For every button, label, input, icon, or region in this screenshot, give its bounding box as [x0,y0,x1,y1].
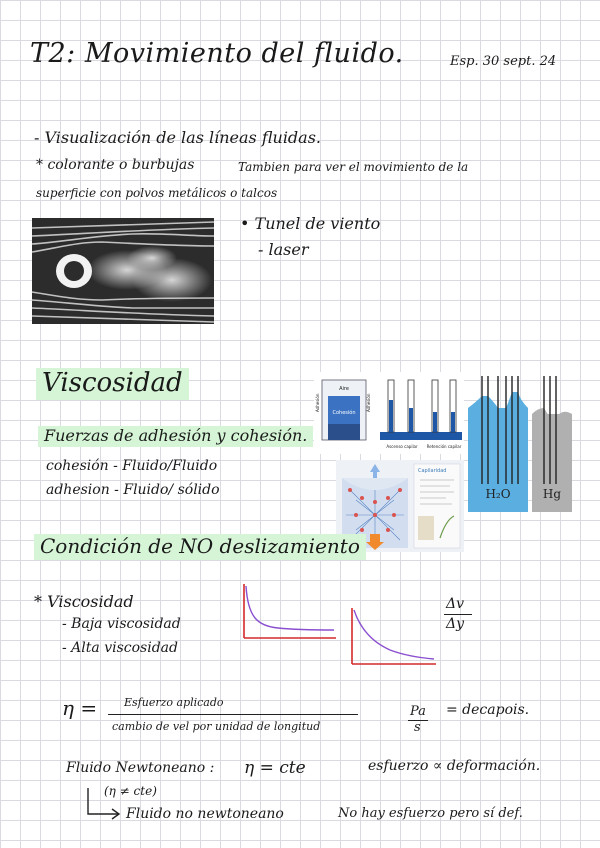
adhesion-line: adhesion - Fluido/ sólido [46,482,220,498]
units-pa: Pa [410,704,426,719]
fuerzas-heading: Fuerzas de adhesión y cohesión. [38,426,313,447]
date-note: Esp. 30 sept. 24 [450,54,557,69]
tunel-de-viento: • Tunel de viento [240,214,381,233]
condicion-heading: Condición de NO deslizamiento [34,534,366,560]
alta-viscosidad: - Alta viscosidad [62,640,178,656]
delta-v: Δv [446,596,465,612]
viscosidad-star: * Viscosidad [34,592,134,611]
cohesion-label: Cohesión [332,410,356,416]
eta-cte: η = cte [244,758,306,778]
superficie-line: superficie con polvos metálicos o talcos [36,186,278,200]
fluido-no-newtoneano: Fluido no newtoneano [126,806,284,822]
colorante-line: * colorante o burbujas [36,157,195,173]
esfuerzo-proporcional: esfuerzo ∝ deformación. [368,758,541,774]
baja-viscosidad: - Baja viscosidad [62,616,181,632]
tambien-note: Tambien para ver el movimiento de la [238,160,469,174]
units-s: s [414,720,421,735]
wind-tunnel-photo [32,218,214,324]
formula-numerator: Esfuerzo aplicado [124,696,224,709]
h2o-hg-diagram [468,374,572,514]
title-underline [30,72,380,78]
visualizacion-heading: - Visualización de las líneas fluidas. [34,128,322,147]
formula-denominator: cambio de vel por unidad de longitud [112,720,321,733]
no-hay-esfuerzo: No hay esfuerzo pero sí def. [338,806,523,821]
ascenso-label: Ascenso capilar [386,444,418,449]
adhesion-right-label: Adhesión [366,393,371,412]
aire-label: Aire [339,386,349,392]
eta-symbol: η = [62,696,98,720]
low-viscosity-graph [238,582,338,642]
delta-y: Δy [446,616,465,632]
ratio-line [444,614,472,615]
high-viscosity-graph [346,606,438,668]
h2o-label: H₂O [485,487,511,501]
eta-not-cte: (η ≠ cte) [104,784,157,798]
cohesion-line: cohesión - Fluido/Fluido [46,458,218,474]
hg-label: Hg [542,487,562,501]
formula-line [108,714,358,715]
fluido-newtoneano: Fluido Newtoneano : [66,760,215,776]
adhesion-left-label: Adhesión [315,393,320,412]
retencion-label: Retención capilar [426,444,462,449]
capillary-diagram [314,372,464,454]
units-decapois: = decapois. [446,702,530,718]
viscosidad-heading: Viscosidad [36,368,189,400]
laser-label: - laser [258,240,309,259]
page-title: T2: Movimiento del fluido. [30,38,404,69]
capilaridad-label: Capilaridad [418,468,447,474]
